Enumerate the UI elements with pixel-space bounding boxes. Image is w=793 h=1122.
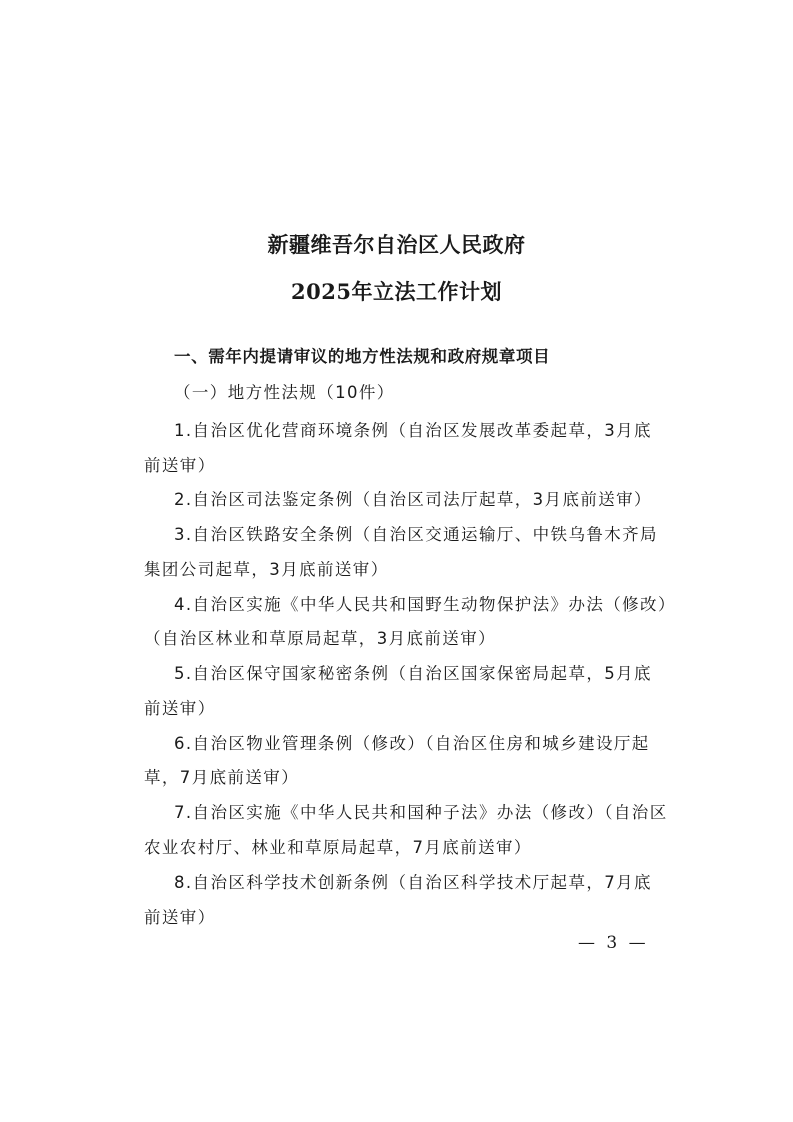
page-number: — 3 —: [578, 933, 649, 953]
list-item-2-line1: 2.自治区司法鉴定条例（自治区司法厅起草，3月底前送审）: [174, 490, 652, 509]
list-item-5-line2: 前送审）: [144, 699, 216, 718]
list-item-1-line1: 1.自治区优化营商环境条例（自治区发展改革委起草，3月底: [174, 421, 652, 440]
section-heading: 一、需年内提请审议的地方性法规和政府规章项目: [174, 347, 551, 366]
document-title: 新疆维吾尔自治区人民政府: [267, 232, 526, 257]
list-item-6-line2: 草，7月底前送审）: [144, 768, 300, 787]
list-item-4-line2: （自治区林业和草原局起草，3月底前送审）: [144, 629, 496, 648]
list-item-8-line2: 前送审）: [144, 908, 216, 927]
list-item-1-line2: 前送审）: [144, 456, 216, 475]
list-item-7-line1: 7.自治区实施《中华人民共和国种子法》办法（修改）（自治区: [174, 803, 668, 822]
document-subtitle: 2025年立法工作计划: [291, 279, 502, 304]
list-item-5-line1: 5.自治区保守国家秘密条例（自治区国家保密局起草，5月底: [174, 664, 652, 683]
list-item-3-line2: 集团公司起草，3月底前送审）: [144, 560, 389, 579]
list-item-8-line1: 8.自治区科学技术创新条例（自治区科学技术厅起草，7月底: [174, 873, 652, 892]
list-item-4-line1: 4.自治区实施《中华人民共和国野生动物保护法》办法（修改）: [174, 595, 676, 614]
list-item-7-line2: 农业农村厅、林业和草原局起草，7月底前送审）: [144, 838, 532, 857]
subsection-heading: （一）地方性法规（10件）: [174, 383, 395, 402]
list-item-6-line1: 6.自治区物业管理条例（修改）（自治区住房和城乡建设厅起: [174, 734, 650, 753]
list-item-3-line1: 3.自治区铁路安全条例（自治区交通运输厅、中铁乌鲁木齐局: [174, 525, 658, 544]
